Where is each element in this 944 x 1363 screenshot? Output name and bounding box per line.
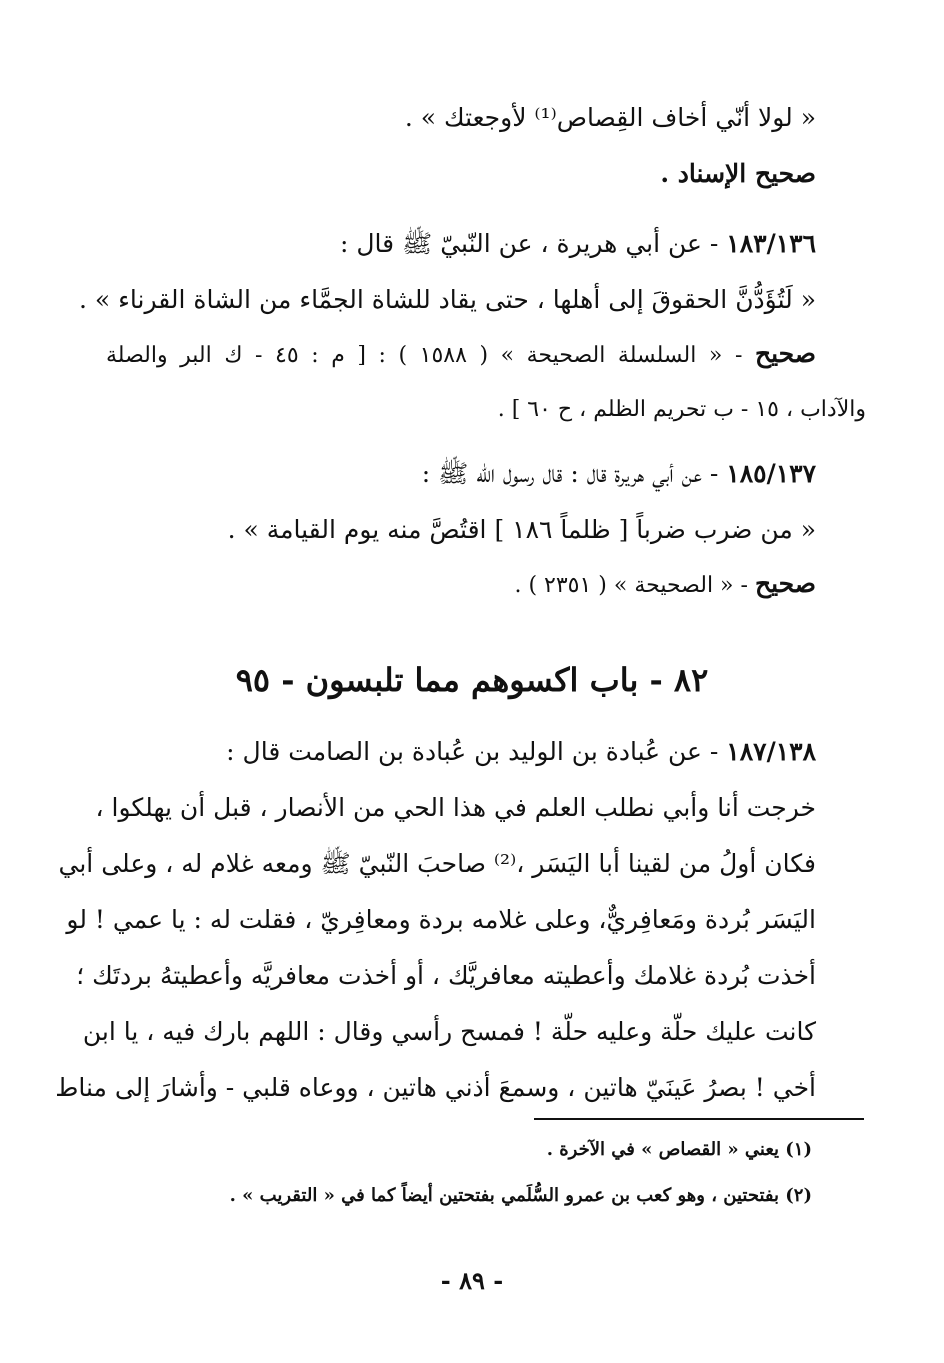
isnad-text: - عن أبي هريرة ، عن النّبيّ ﷺ قال : (340, 229, 727, 258)
hadith-end-line: « لولا أنّي أخاف القِصاص⁽¹⁾ لأوجعتك » . (404, 103, 816, 132)
takhrij-text: - « السلسلة الصحيحة » ( ١٥٨٨ ) : [ م : ٤٥ - ك البر والصلة (106, 343, 755, 368)
hadith-138-line-4: أخذت بُردة غلامك وأعطيته معافريَّك ، أو أخذت معافريَّه وأعطيتهُ بردتَك ؛ (76, 961, 816, 990)
isnad-text: - عن أبي هريرة قال : قال رسول اللّه ﷺ : (421, 459, 727, 488)
grade-line: صحيح الإسناد . (660, 159, 816, 188)
hadith-136-isnad (340, 226, 816, 262)
hadith-138-line-2: فكان أولُ من لقينا أبا اليَسَر ،⁽²⁾ صاحبَ النّبيّ ﷺ ومعه غلام له ، وعلى أبي (58, 849, 816, 878)
takhrij-text: - « الصحيحة » ( ٢٣٥١ ) . (514, 573, 755, 598)
hadith-138-line-1: خرجت أنا وأبي نطلب العلم في هذا الحي من الأنصار ، قبل أن يهلكوا ، (95, 793, 816, 822)
hadith-136-takhrij (106, 336, 816, 374)
footnote-1: (١) يعني « القصاص » في الآخرة . (546, 1139, 812, 1160)
hadith-136-takhrij-cont: والآداب ، ١٥ - ب تحريم الظلم ، ح ٦٠ ] . (497, 397, 866, 422)
hadith-137-matn: « من ضرب ضرباً [ ظلماً ١٨٦ ] اقتُصَّ منه يوم القيامة » . (227, 515, 816, 544)
grade-word: صحيح (754, 339, 816, 368)
hadith-number: ١٨٧/١٣٨ (726, 737, 816, 766)
hadith-138-line-6: أخي ! بصرُ عَينَيّ هاتين ، وسمعَ أذني هاتين ، ووعاه قلبي - وأشارَ إلى مناط (55, 1073, 816, 1102)
grade-word: صحيح (754, 569, 816, 598)
isnad-text: - عن عُبادة بن الوليد بن عُبادة بن الصامت قال : (226, 737, 727, 766)
hadith-137-isnad (422, 456, 816, 492)
hadith-138-line-5: كانت عليك حلّة وعليه حلّة ! فمسح رأسي وقال : اللهم بارك فيه ، يا ابن (82, 1017, 816, 1046)
hadith-136-matn: « لَتُؤَدُّنَّ الحقوقَ إلى أهلها ، حتى يقاد للشاة الجمَّاء من الشاة القرناء » . (79, 285, 816, 314)
footnote-separator (534, 1118, 864, 1120)
hadith-138-isnad (226, 734, 816, 770)
hadith-number: ١٨٥/١٣٧ (726, 459, 816, 488)
hadith-number: ١٨٣/١٣٦ (726, 229, 816, 258)
hadith-138-line-3: اليَسَر بُردة ومَعافِريٌّ، وعلى غلامه بردة ومعافِريّ ، فقلت له : يا عمي ! لو (66, 905, 816, 934)
footnote-2: (٢) بفتحتين ، وهو كعب بن عمرو السُّلَمي بفتحتين أيضاً كما في « التقريب » . (229, 1185, 812, 1206)
chapter-heading: ٨٢ - باب اكسوهم مما تلبسون - ٩٥ (235, 661, 709, 699)
page-number: - ٨٩ - (440, 1266, 504, 1295)
hadith-137-takhrij (514, 566, 816, 604)
